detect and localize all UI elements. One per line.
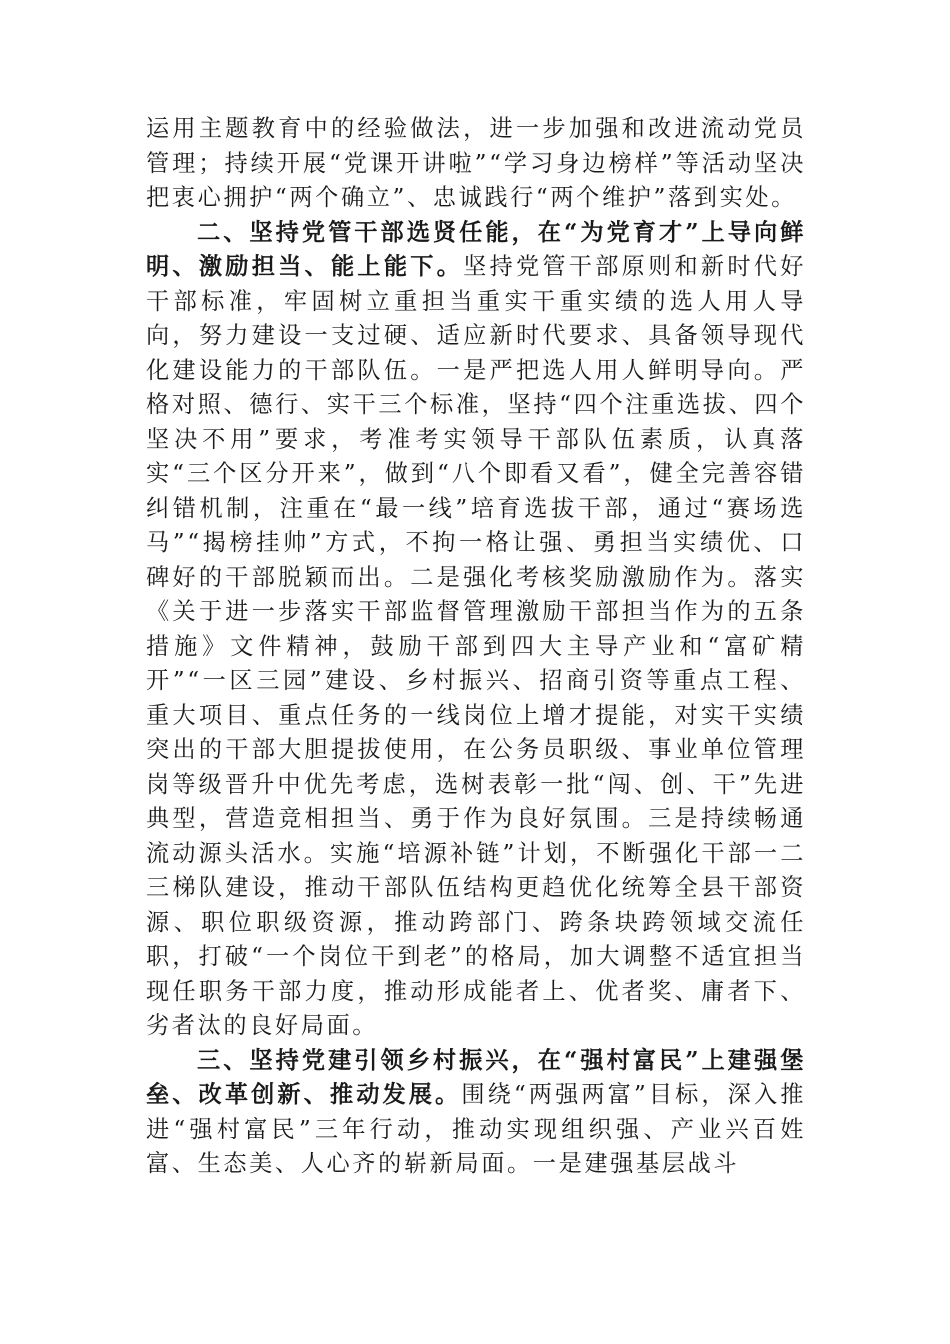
paragraph-1-body: 运用主题教育中的经验做法，进一步加强和改进流动党员管理；持续开展“党课开讲啦”“学习身边榜样”等活动坚决把衷心拥护“两个确立”、忠诚践行“两个维护”落到实处。 — [146, 115, 806, 211]
paragraph-3-body: 围绕“两强两富”目标，深入推进“强村富民”三年行动，推动实现组织强、产业兴百姓富、生态美、人心齐的崭新局面。一是建强基层战斗 — [146, 1081, 807, 1177]
paragraph-2-body: 坚持党管干部原则和新时代好干部标准，牢固树立重担当重实干重实绩的选人用人导向，努力建设一支过硬、适应新时代要求、具备领导现代化建设能力的干部队伍。一是严把选人用人鲜明导向。严格对照、德行、实干三个标准，坚持“四个注重选拔、四个坚决不用”要求，考准考实领导干部队伍素质，认真落实“三个区分开来”，做到“八个即看又看”，健全完善容错纠错机制，注重在“最一线”培育选拔干部，通过“赛场选马”“揭榜挂帅”方式，不拘一格让强、勇担当实绩优、口碑好的干部脱颖而出。二是强化考核奖励激励作为。落实《关于进一步落实干部监督管理激励干部担当作为的五条措施》文件精神，鼓励干部到四大主导产业和“富矿精开”“一区三园”建设、乡村振兴、招商引资等重点工程、重大项目、重点任务的一线岗位上增才提能，对实干实绩突出的干部大胆提拔使用，在公务员职级、事业单位管理岗等级晋升中优先考虑，选树表彰一批“闯、创、干”先进典型，营造竞相担当、勇于作为良好氛围。三是持续畅通流动源头活水。实施“培源补链”计划，不断强化干部一二三梯队建设，推动干部队伍结构更趋优化统筹全县干部资源、职位职级资源，推动跨部门、跨条块跨领域交流任职，打破“一个岗位干到老”的格局，加大调整不适宜担当现任职务干部力度，推动形成能者上、优者奖、庸者下、劣者汰的良好局面。 — [146, 253, 806, 1039]
document-page — [146, 112, 806, 1182]
section-2-heading: 二、坚持党管干部选贤任能，在“为党育才”上导向鲜明、激励担当、能上能下。 — [146, 218, 806, 280]
paragraph-1 — [146, 112, 806, 216]
section-3-heading: 三、坚持党建引领乡村振兴，在“强村富民”上建强堡垒、改革创新、推动发展。 — [146, 1046, 806, 1108]
paragraph-2 — [146, 216, 806, 1044]
paragraph-3 — [146, 1044, 806, 1182]
